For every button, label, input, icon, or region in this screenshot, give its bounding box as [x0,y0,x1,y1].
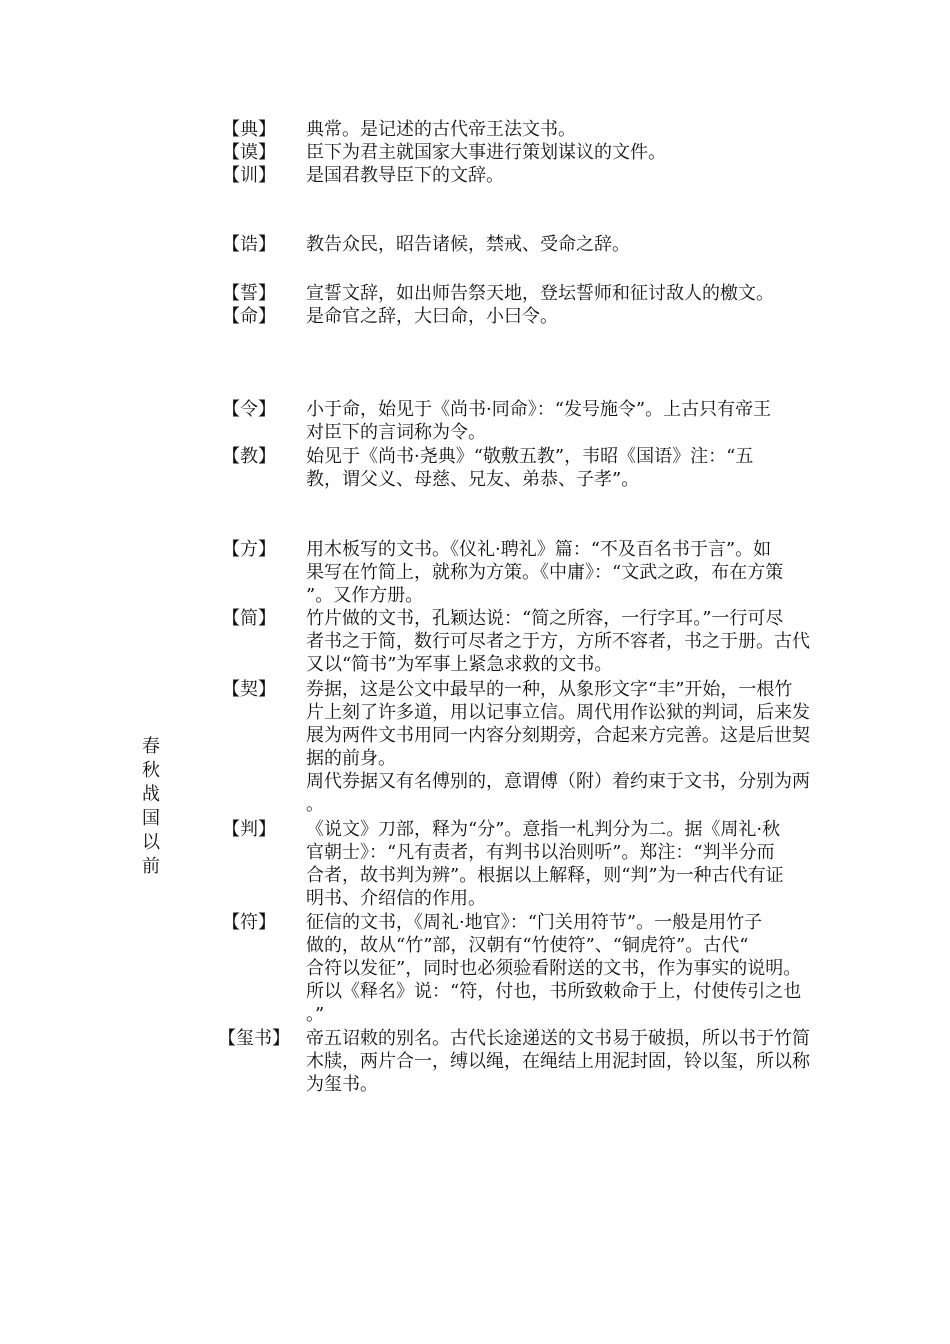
period-label-char: 春 [142,736,160,757]
definition-line: 征信的文书，《周礼·地官》：“门关用符节”。一般是用竹子 [306,912,763,933]
entry-definition [306,818,842,910]
definition-line: 者书之于简，数行可尽者之于方，方所不容者，书之于册。古代 [306,631,810,652]
entry-term: 【教】 [222,446,276,467]
definition-line: 片上刻了许多道，用以记事立信。周代用作讼狱的判词，后来发 [306,702,810,723]
entry-definition [306,164,842,187]
period-label-char: 以 [142,832,160,853]
definition-line: 木牍，两片合一，缚以绳，在绳结上用泥封固，铃以玺，所以称 [306,1051,810,1072]
entry-term: 【训】 [222,165,276,186]
definition-line: ”。又作方册。 [306,585,424,606]
entry-term: 【契】 [222,679,276,700]
definition-line: 做的，故从“竹”部，汉朝有“竹使符”、“铜虎符”。古代“ [306,935,749,956]
entry-term: 【判】 [222,819,276,840]
entry-definition [306,911,842,1026]
entry-definition [306,398,842,444]
definition-line: 明书、介绍信的作用。 [306,888,486,909]
definition-line: 教，谓父义、母慈、兄友、弟恭、子孝”。 [306,469,640,490]
period-label-char: 国 [142,808,160,829]
definition-line: 合者，故书判为辨”。根据以上解释，则“判”为一种古代有证 [306,865,784,886]
definition-line: 又以“简书”为军事上紧急求救的文书。 [306,654,613,675]
definition-line: 宣誓文辞，如出师告祭天地，登坛誓师和征讨敌人的檄文。 [306,283,774,304]
entry-definition [306,305,842,328]
entry-definition [306,233,842,256]
definition-line: 是国君教导臣下的文辞。 [306,165,504,186]
definition-line: 官朝士》：“凡有责者，有判书以治则听”。郑注：“判半分而 [306,842,775,863]
period-label-char: 战 [142,784,160,805]
definition-line: 果写在竹简上，就称为方策。《中庸》：“文武之政，布在方策 [306,562,784,583]
definition-line: 始见于《尚书·尧典》“敬敷五教”，韦昭《国语》注：“五 [306,446,754,467]
definition-line: 用木板写的文书。《仪礼·聘礼》篇：“不及百名书于言”。如 [306,539,772,560]
definition-line: 所以《释名》说：“符，付也，书所致敕命于上，付使传引之也 [306,981,802,1002]
entry-definition [306,445,842,491]
entry-definition [306,607,842,676]
entry-term: 【方】 [222,539,276,560]
definition-line: 教告众民，昭告诸候，禁戒、受命之辞。 [306,234,630,255]
entry-term: 【令】 [222,399,276,420]
definition-line: 。” [306,1004,325,1025]
definition-line: 是命官之辞，大曰命，小曰令。 [306,306,558,327]
entry-definition [306,141,842,164]
entry-term: 【符】 [222,912,276,933]
entry-definition [306,538,842,607]
definition-line: 展为两件文书用同一内容分刻期旁，合起来方完善。这是后世契 [306,725,810,746]
definition-line: 对臣下的言词称为令。 [306,422,486,443]
definition-line: 周代券据又有名傅别的，意谓傅（附）着约束于文书，分别为两 [306,771,810,792]
definition-line: 合符以发征”，同时也必须验看附送的文书，作为事实的说明。 [306,958,802,979]
entry-term: 【典】 [222,119,276,140]
definition-line: 帝五诏敕的别名。古代长途递送的文书易于破损，所以书于竹简 [306,1028,810,1049]
period-label [138,735,164,879]
definition-line: 竹片做的文书，孔颖达说：“简之所容，一行字耳。”一行可尽 [306,608,784,629]
entry-term: 【简】 [222,608,276,629]
entry-definition [306,118,842,141]
definition-line: 《说文》刀部，释为“分”。意指一札判分为二。据《周礼·秋 [306,819,781,840]
period-label-char: 秋 [142,760,160,781]
entry-term: 【玺书】 [218,1028,290,1049]
entry-definition [306,282,842,305]
entry-definition [306,1027,842,1096]
entry-term: 【誓】 [222,283,276,304]
period-label-char: 前 [142,856,160,877]
definition-line: 。 [306,794,324,815]
definition-line: 据的前身。 [306,748,396,769]
entry-term: 【谟】 [222,142,276,163]
entry-definition [306,678,842,816]
definition-line: 券据，这是公文中最早的一种，从象形文字“丰”开始，一根竹 [306,679,793,700]
entry-term: 【诰】 [222,234,276,255]
definition-line: 小于命，始见于《尚书·同命》：“发号施令”。上古只有帝王 [306,399,772,420]
definition-line: 臣下为君主就国家大事进行策划谋议的文件。 [306,142,666,163]
definition-line: 典常。是记述的古代帝王法文书。 [306,119,576,140]
definition-line: 为玺书。 [306,1074,378,1095]
entry-term: 【命】 [222,306,276,327]
